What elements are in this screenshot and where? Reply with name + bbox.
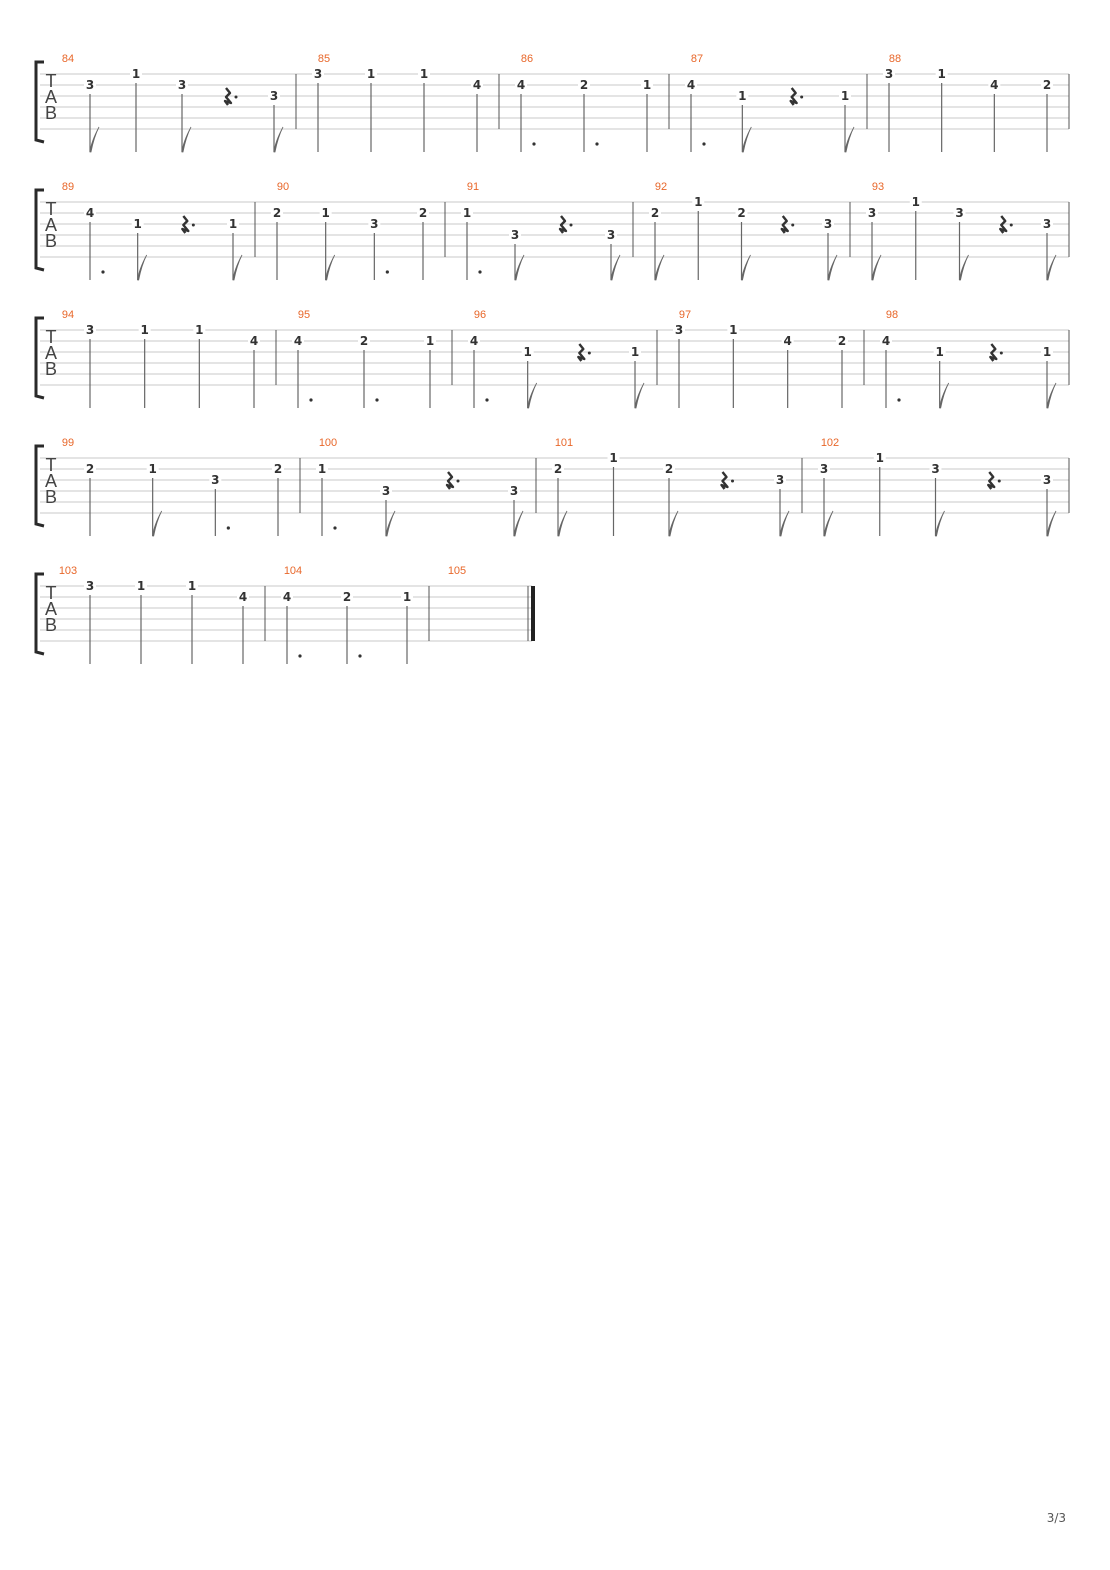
measure-number: 104 (283, 565, 303, 577)
fret-number: 1 (228, 217, 238, 231)
measure-number: 91 (466, 181, 480, 193)
tab-clef-letter: A (44, 215, 58, 235)
measure (62, 437, 284, 536)
fret-number: 3 (1042, 473, 1052, 487)
fret-number: 2 (85, 462, 95, 476)
note (417, 206, 429, 280)
measure (316, 437, 523, 536)
note (930, 462, 945, 536)
note (522, 345, 537, 408)
note (84, 323, 96, 408)
fret-number: 2 (272, 206, 282, 220)
rest-dot (998, 480, 1001, 483)
fret-number: 3 (85, 78, 95, 92)
note (936, 67, 948, 152)
duration-dot (298, 654, 301, 657)
fret-number: 4 (472, 78, 482, 92)
duration-dot (485, 398, 488, 401)
note (401, 590, 413, 664)
note-flag (153, 511, 162, 536)
note-flag (960, 255, 969, 280)
note (509, 228, 524, 280)
note (782, 334, 794, 408)
fret-number: 1 (729, 323, 738, 337)
duration-dot (702, 142, 705, 145)
fret-number: 1 (140, 323, 149, 337)
note-flag (233, 255, 242, 280)
tab-system (36, 181, 1069, 280)
measure (448, 565, 466, 577)
tab-system (36, 53, 1069, 152)
note (934, 345, 949, 408)
tab-clef-letter: T (45, 71, 57, 91)
fret-number: 4 (881, 334, 891, 348)
note (1041, 345, 1056, 408)
fret-number: 1 (195, 323, 204, 337)
measure-number: 102 (820, 437, 840, 449)
measure-number: 100 (318, 437, 338, 449)
measure (271, 181, 429, 280)
final-barline-thick (531, 586, 535, 641)
measure-number: 99 (61, 437, 75, 449)
fret-number: 1 (133, 217, 142, 231)
note (663, 462, 678, 536)
note-flag (742, 255, 751, 280)
fret-number: 3 (775, 473, 785, 487)
measure-number: 88 (888, 53, 902, 65)
measure (62, 53, 283, 152)
fret-number: 1 (642, 78, 652, 92)
fret-number: 3 (381, 484, 391, 498)
duration-dot (358, 654, 361, 657)
measure-number: 94 (61, 309, 75, 321)
measure (883, 53, 1053, 152)
fret-number: 4 (293, 334, 303, 348)
note (271, 206, 283, 280)
rest-dot (235, 96, 238, 99)
tab-clef-letter: T (45, 583, 57, 603)
note-flag (182, 127, 191, 152)
tab-clef-letter: A (44, 471, 58, 491)
note (292, 334, 313, 408)
note-flag (514, 511, 523, 536)
fret-number: 2 (650, 206, 660, 220)
note (910, 195, 922, 280)
measure-number: 87 (690, 53, 704, 65)
note (132, 217, 147, 280)
measure (292, 309, 436, 408)
note (866, 206, 881, 280)
note-flag (845, 127, 854, 152)
fret-number: 3 (370, 217, 379, 231)
tab-clef-letter: B (44, 103, 58, 123)
duration-dot (333, 526, 336, 529)
note (84, 579, 96, 664)
note (692, 195, 704, 280)
note (836, 334, 848, 408)
fret-number: 4 (469, 334, 479, 348)
fret-number: 3 (606, 228, 616, 242)
measure-number: 95 (297, 309, 311, 321)
fret-number: 2 (737, 206, 746, 220)
note (954, 206, 969, 280)
fret-number: 1 (136, 579, 146, 593)
note (84, 206, 105, 280)
fret-number: 1 (609, 451, 618, 465)
fret-number: 3 (269, 89, 279, 103)
note (368, 217, 389, 280)
measure-number: 98 (885, 309, 899, 321)
note (774, 473, 789, 536)
note (874, 451, 886, 536)
rest-dot (791, 224, 794, 227)
note-flag (828, 255, 837, 280)
note (237, 590, 249, 664)
tab-clef-letter: T (45, 327, 57, 347)
fret-number: 1 (937, 67, 946, 81)
fret-number: 1 (694, 195, 703, 209)
duration-dot (386, 270, 389, 273)
note (1041, 473, 1056, 536)
note (605, 228, 620, 280)
note (641, 78, 653, 152)
fret-number: 4 (783, 334, 792, 348)
note (839, 89, 854, 152)
duration-dot (532, 142, 535, 145)
rest-dot (731, 480, 734, 483)
measure (649, 181, 837, 280)
note (380, 484, 395, 536)
duration-dot (478, 270, 481, 273)
fret-number: 3 (931, 462, 940, 476)
measure-number: 86 (520, 53, 534, 65)
measure-number: 90 (276, 181, 290, 193)
fret-number: 1 (131, 67, 141, 81)
fret-number: 2 (664, 462, 674, 476)
note (272, 462, 284, 536)
note-flag (780, 511, 789, 536)
fret-number: 1 (148, 462, 157, 476)
fret-number: 1 (425, 334, 435, 348)
note (130, 67, 142, 152)
note (186, 579, 198, 664)
note-flag (1047, 255, 1056, 280)
note (608, 451, 620, 536)
duration-dot (227, 526, 230, 529)
note-flag (635, 383, 644, 408)
fret-number: 3 (177, 78, 187, 92)
duration-dot (101, 270, 104, 273)
fret-number: 1 (840, 89, 850, 103)
measure (866, 181, 1056, 280)
fret-number: 2 (1042, 78, 1052, 92)
tab-clef-letter: B (44, 615, 58, 635)
fret-number: 2 (359, 334, 369, 348)
measure (62, 181, 242, 280)
note (341, 590, 362, 664)
fret-number: 3 (674, 323, 684, 337)
measure-number: 97 (678, 309, 692, 321)
note-flag (558, 511, 567, 536)
measure (281, 565, 413, 664)
fret-number: 1 (321, 206, 330, 220)
fret-number: 3 (85, 579, 95, 593)
measure (461, 181, 620, 280)
fret-number: 1 (1042, 345, 1052, 359)
note (461, 206, 482, 280)
note (281, 590, 302, 664)
note-flag (742, 127, 751, 152)
measure-number: 103 (58, 565, 78, 577)
measure (59, 565, 249, 664)
fret-number: 1 (187, 579, 197, 593)
measure (312, 53, 483, 152)
tab-clef-letter: B (44, 231, 58, 251)
measure-number: 93 (871, 181, 885, 193)
measure (673, 309, 848, 408)
note (193, 323, 205, 408)
fret-number: 4 (238, 590, 248, 604)
fret-number: 2 (837, 334, 847, 348)
note (673, 323, 685, 408)
note-flag (872, 255, 881, 280)
tab-clef-letter: T (45, 199, 57, 219)
tab-system (36, 309, 1069, 408)
note-flag (515, 255, 524, 280)
duration-dot (375, 398, 378, 401)
note (736, 206, 751, 280)
tab-clef-letter: A (44, 343, 58, 363)
note (880, 334, 901, 408)
note (268, 89, 283, 152)
measure-number: 85 (317, 53, 331, 65)
fret-number: 3 (884, 67, 894, 81)
note (822, 217, 837, 280)
note-flag (138, 255, 147, 280)
fret-number: 1 (630, 345, 640, 359)
note (578, 78, 599, 152)
note (471, 78, 483, 152)
fret-number: 4 (686, 78, 696, 92)
note (736, 89, 751, 152)
note-flag (528, 383, 537, 408)
fret-number: 4 (85, 206, 95, 220)
fret-number: 3 (510, 228, 520, 242)
fret-number: 2 (342, 590, 352, 604)
tab-clef-letter: B (44, 359, 58, 379)
measure (685, 53, 854, 152)
fret-number: 3 (85, 323, 95, 337)
duration-dot (309, 398, 312, 401)
fret-number: 3 (509, 484, 519, 498)
rest-dot (1010, 224, 1013, 227)
measure-number: 101 (554, 437, 574, 449)
note-flag (824, 511, 833, 536)
fret-number: 4 (990, 78, 999, 92)
note (358, 334, 379, 408)
fret-number: 4 (249, 334, 259, 348)
fret-number: 4 (516, 78, 526, 92)
note (988, 78, 1000, 152)
fret-number: 2 (418, 206, 428, 220)
measure-number: 89 (61, 181, 75, 193)
note (227, 217, 242, 280)
note-flag (274, 127, 283, 152)
measure-number: 105 (447, 565, 467, 577)
duration-dot (595, 142, 598, 145)
note-flag (611, 255, 620, 280)
rest-dot (800, 96, 803, 99)
tab-system (36, 437, 1069, 536)
fret-number: 2 (553, 462, 563, 476)
note-flag (90, 127, 99, 152)
note-flag (936, 511, 945, 536)
note (424, 334, 436, 408)
note (552, 462, 567, 536)
rest-dot (588, 352, 591, 355)
note (248, 334, 260, 408)
note (515, 78, 536, 152)
page-number: 3/3 (1046, 1511, 1066, 1525)
measure (552, 437, 789, 536)
rest-dot (457, 480, 460, 483)
measure (468, 309, 644, 408)
note (418, 67, 430, 152)
note (139, 323, 151, 408)
fret-number: 1 (935, 345, 944, 359)
fret-number: 3 (819, 462, 829, 476)
note (468, 334, 489, 408)
measure (818, 437, 1056, 536)
duration-dot (897, 398, 900, 401)
fret-number: 3 (313, 67, 323, 81)
note (1041, 217, 1056, 280)
note (685, 78, 706, 152)
fret-number: 1 (875, 451, 884, 465)
note-flag (386, 511, 395, 536)
fret-number: 3 (823, 217, 833, 231)
note (84, 462, 96, 536)
note (649, 206, 664, 280)
fret-number: 1 (402, 590, 412, 604)
fret-number: 1 (462, 206, 472, 220)
rest-dot (1000, 352, 1003, 355)
tab-system (36, 565, 535, 664)
note-flag (655, 255, 664, 280)
note (883, 67, 895, 152)
rest-dot (192, 224, 195, 227)
measure-number: 84 (61, 53, 75, 65)
fret-number: 3 (1042, 217, 1052, 231)
note (320, 206, 335, 280)
fret-number: 1 (738, 89, 747, 103)
fret-number: 4 (282, 590, 292, 604)
note (312, 67, 324, 152)
note (818, 462, 833, 536)
note (209, 473, 230, 536)
fret-number: 3 (955, 206, 964, 220)
note-flag (1047, 511, 1056, 536)
fret-number: 1 (317, 462, 327, 476)
measure (880, 309, 1056, 408)
fret-number: 2 (579, 78, 589, 92)
note (508, 484, 523, 536)
note (316, 462, 337, 536)
fret-number: 1 (366, 67, 376, 81)
measure-number: 96 (473, 309, 487, 321)
fret-number: 2 (273, 462, 283, 476)
measure (515, 53, 653, 152)
fret-number: 1 (523, 345, 532, 359)
note (135, 579, 147, 664)
measure-number: 92 (654, 181, 668, 193)
tab-clef-letter: B (44, 487, 58, 507)
note (727, 323, 739, 408)
fret-number: 3 (867, 206, 877, 220)
note (176, 78, 191, 152)
note-flag (326, 255, 335, 280)
fret-number: 3 (211, 473, 220, 487)
note (629, 345, 644, 408)
rest-dot (570, 224, 573, 227)
tab-clef-letter: A (44, 599, 58, 619)
note-flag (669, 511, 678, 536)
note (84, 78, 99, 152)
note (1041, 78, 1053, 152)
tab-clef-letter: T (45, 455, 57, 475)
note (365, 67, 377, 152)
note-flag (940, 383, 949, 408)
fret-number: 1 (419, 67, 429, 81)
note (147, 462, 162, 536)
tab-clef-letter: A (44, 87, 58, 107)
fret-number: 1 (911, 195, 920, 209)
note-flag (1047, 383, 1056, 408)
measure (62, 309, 260, 408)
